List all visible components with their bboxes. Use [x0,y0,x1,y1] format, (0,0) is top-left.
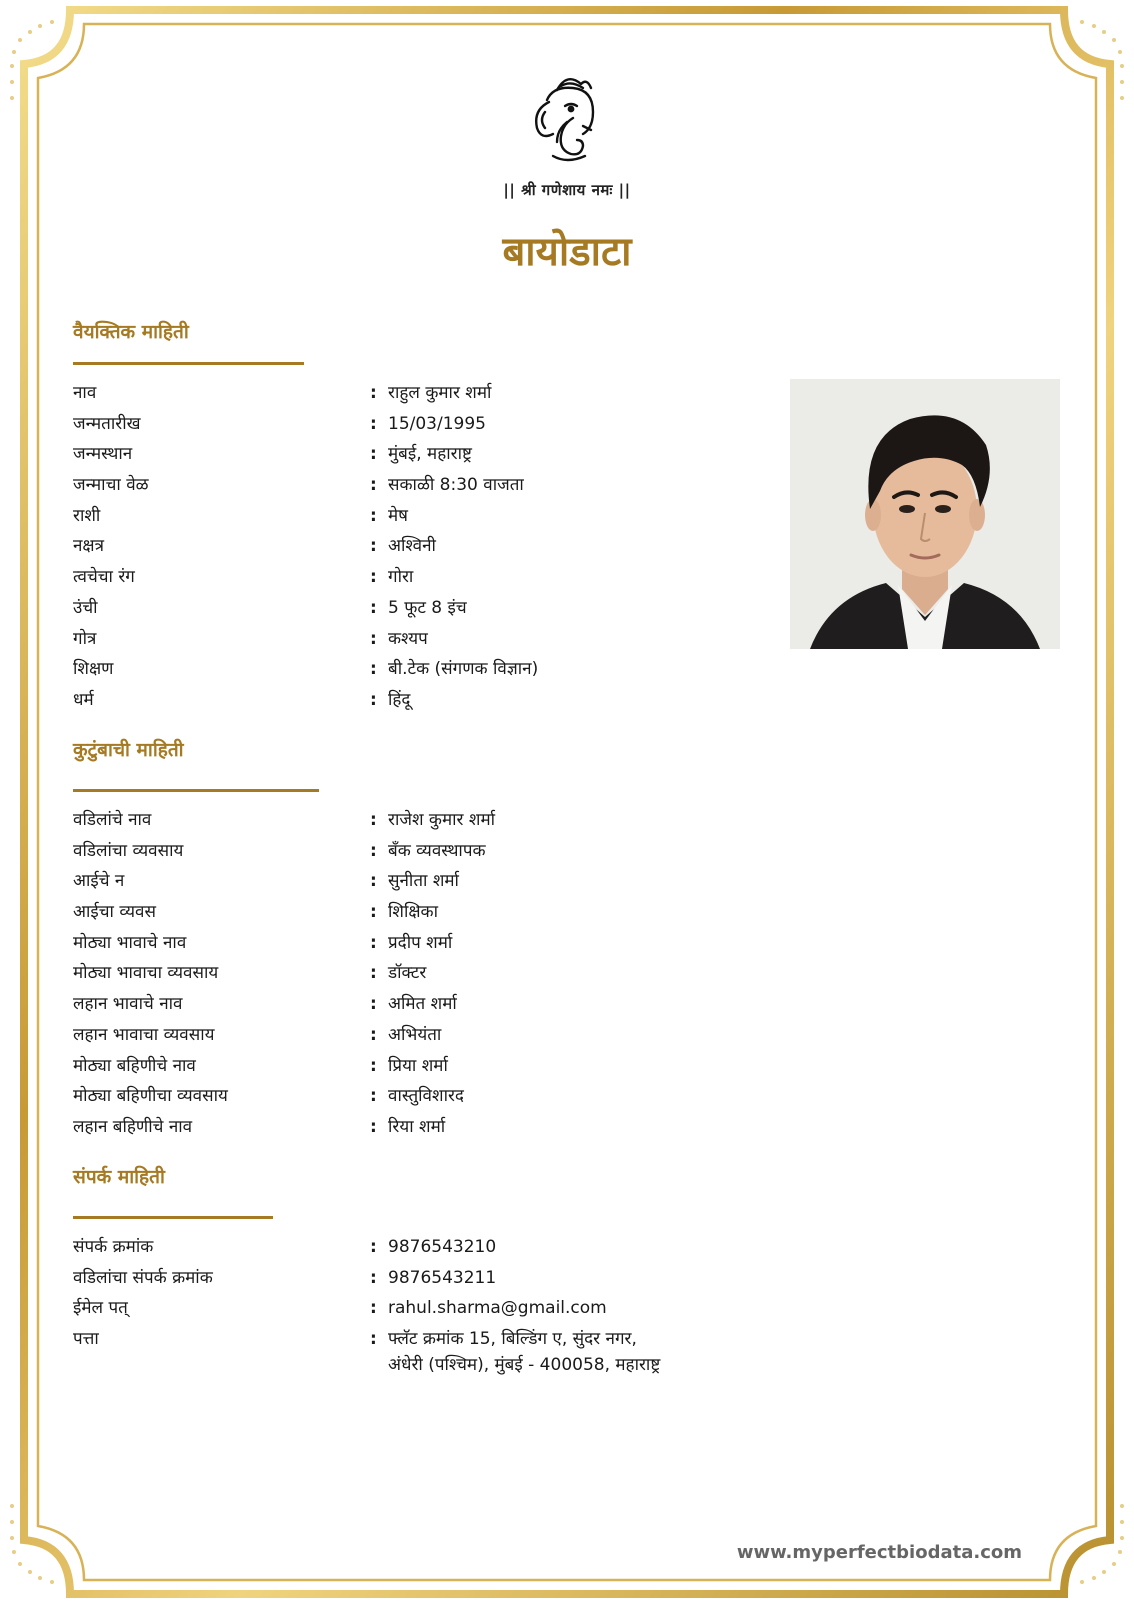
address-line-1: फ्लॅट क्रमांक 15, बिल्डिंग ए, सुंदर नगर, [388,1329,637,1350]
field-separator: : [370,689,377,710]
field-value: मेष [388,505,408,526]
info-row [73,1053,723,1084]
field-label: मोठ्या भावाचा व्यवसाय [73,963,219,984]
info-row [73,380,723,411]
field-separator: : [370,597,377,618]
field-value: अमित शर्मा [388,994,457,1015]
field-separator: : [370,1329,377,1350]
field-separator: : [370,536,377,557]
field-separator: : [370,810,377,830]
field-separator: : [370,383,377,403]
field-value: 9876543210 [388,1237,497,1257]
field-value: अश्विनी [388,536,436,557]
info-row [73,1083,723,1114]
field-separator: : [370,628,377,649]
field-label: जन्मतारीख [73,413,141,434]
field-label: लहान बहिणीचे नाव [73,1116,193,1137]
field-value: डॉक्टर [388,963,427,984]
info-row [73,411,723,442]
field-separator: : [370,994,377,1015]
field-label: वडिलांचा संपर्क क्रमांक [73,1267,213,1288]
info-row [73,656,723,687]
section-rule-family [73,789,319,792]
field-separator: : [370,505,377,526]
field-value: मुंबई, महाराष्ट्र [388,444,472,465]
field-label: लहान भावाचा व्यवसाय [73,1024,215,1045]
field-label: लहान भावाचे नाव [73,994,183,1015]
field-separator: : [370,1116,377,1137]
info-row [73,868,723,899]
field-label: मोठ्या बहिणीचा व्यवसाय [73,1086,228,1107]
field-separator: : [370,659,377,680]
field-value: रिया शर्मा [388,1116,446,1137]
info-row [73,687,723,718]
field-separator: : [370,444,377,465]
field-value: बँक व्यवस्थापक [388,840,486,861]
field-label: शिक्षण [73,659,114,680]
email-value: rahul.sharma@gmail.com [388,1298,607,1319]
field-separator: : [370,1298,377,1319]
field-separator: : [370,475,377,496]
address-line-2: अंधेरी (पश्चिम), मुंबई - 400058, महाराष्ट्र [388,1355,661,1376]
field-separator: : [370,1267,377,1288]
field-separator: : [370,963,377,984]
field-label: पत्ता [73,1329,99,1350]
field-label: गोत्र [73,628,97,649]
field-separator: : [370,932,377,953]
info-row [73,838,723,869]
section-heading-family: कुटुंबाची माहिती [73,739,184,761]
field-value: गोरा [388,567,414,588]
field-label: वडिलांचा व्यवसाय [73,840,184,861]
field-value: राजेश कुमार शर्मा [388,810,496,830]
field-label: जन्मस्थान [73,444,133,465]
field-separator: : [370,840,377,861]
info-row [73,1326,723,1388]
field-label: नक्षत्र [73,536,105,557]
field-value: शिक्षिका [388,902,439,923]
field-label: ईमेल पत् [73,1298,128,1319]
field-value: हिंदू [388,689,411,710]
field-value: प्रिया शर्मा [388,1055,448,1076]
field-label: आईचे न [73,871,125,892]
website-url: www.myperfectbiodata.com [736,1542,1022,1563]
field-value: वास्तुविशारद [388,1086,464,1107]
info-row [73,1114,723,1145]
field-value: अभियंता [388,1024,442,1045]
field-separator: : [370,1024,377,1045]
ganesh-icon [527,70,607,166]
field-separator: : [370,871,377,892]
field-value: कश्यप [388,628,428,649]
field-label: धर्म [73,689,94,710]
section-rule-contact [73,1216,273,1219]
field-label: राशी [73,505,101,526]
field-label: वडिलांचे नाव [73,810,152,830]
info-row [73,807,723,838]
info-row [73,1234,723,1265]
field-value: 15/03/1995 [388,413,486,434]
info-row [73,533,723,564]
field-label: उंची [73,597,98,618]
field-separator: : [370,902,377,923]
family-info-list [73,807,723,1145]
info-row [73,1022,723,1053]
info-row [73,472,723,503]
profile-photo [790,379,1060,649]
info-row [73,960,723,991]
contact-info-list [73,1234,723,1388]
info-row [73,595,723,626]
field-label: जन्माचा वेळ [73,475,149,496]
field-value: 9876543211 [388,1267,497,1288]
field-label: संपर्क क्रमांक [73,1237,154,1257]
field-separator: : [370,1237,377,1257]
field-label: त्वचेचा रंग [73,567,135,588]
field-label: नाव [73,383,97,403]
info-row [73,503,723,534]
info-row [73,930,723,961]
field-value: 5 फूट 8 इंच [388,597,467,618]
mantra-text: || श्री गणेशाय नमः || [503,181,631,199]
personal-info-list [73,380,723,718]
section-rule-personal [73,362,304,365]
page-title: बायोडाटा [502,229,632,275]
info-row [73,991,723,1022]
info-row [73,626,723,657]
field-label: आईचा व्यवस [73,902,156,923]
field-separator: : [370,413,377,434]
field-label: मोठ्या बहिणीचे नाव [73,1055,196,1076]
field-separator: : [370,1086,377,1107]
field-value: बी.टेक (संगणक विज्ञान) [388,659,539,680]
info-row [73,1295,723,1326]
field-value: प्रदीप शर्मा [388,932,453,953]
section-heading-contact: संपर्क माहिती [73,1166,165,1188]
info-row [73,899,723,930]
info-row [73,564,723,595]
field-value: सकाळी 8:30 वाजता [388,475,524,496]
field-value: राहुल कुमार शर्मा [388,383,492,403]
info-row [73,441,723,472]
address-value [388,1326,723,1378]
field-value: सुनीता शर्मा [388,871,459,892]
field-separator: : [370,567,377,588]
field-label: मोठ्या भावाचे नाव [73,932,187,953]
section-heading-personal: वैयक्तिक माहिती [73,321,189,343]
field-separator: : [370,1055,377,1076]
info-row [73,1265,723,1296]
